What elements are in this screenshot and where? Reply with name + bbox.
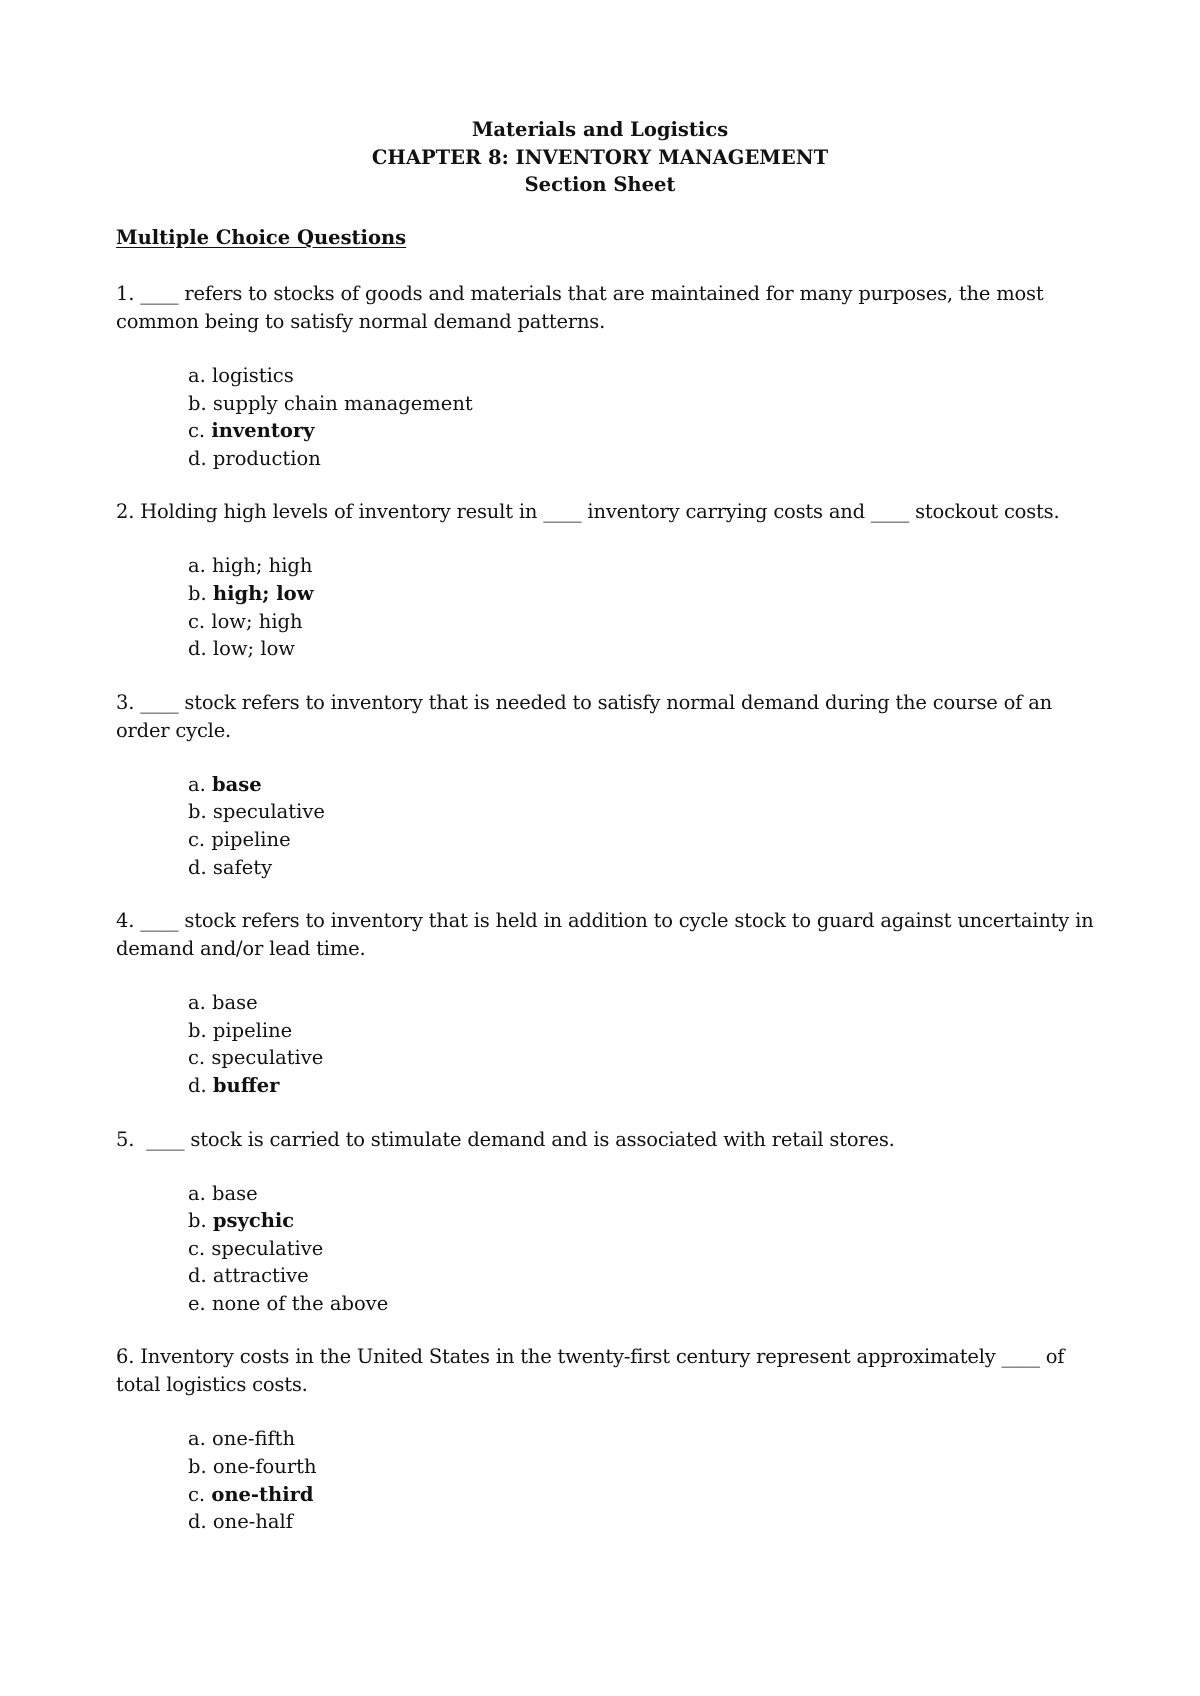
choice-letter: b. [188, 1209, 207, 1233]
choice-letter: e. [188, 1291, 206, 1315]
choice-item [188, 390, 1096, 418]
choice-letter: a. [188, 1427, 206, 1451]
choice-letter: b. [188, 1455, 207, 1479]
question-stem: 2. Holding high levels of inventory result in ____ inventory carrying costs and ____ stockout costs. [116, 500, 1060, 524]
choice-letter: d. [188, 446, 207, 470]
choice-list [188, 771, 1096, 881]
choice-item [188, 989, 1096, 1017]
choice-text: one-fourth [212, 1455, 317, 1479]
choice-list [188, 362, 1096, 472]
choice-text: one-half [212, 1510, 293, 1534]
choice-item [188, 1290, 1096, 1318]
choice-letter: c. [188, 609, 206, 633]
question-2 [116, 498, 1096, 662]
choice-text: pipeline [211, 827, 291, 851]
document-header [0, 116, 1200, 199]
choice-item [188, 854, 1096, 882]
choice-letter: b. [188, 581, 207, 605]
choice-item [188, 445, 1096, 473]
question-list [116, 280, 1096, 1562]
choice-letter: a. [188, 1181, 206, 1205]
choice-text: one-fifth [212, 1427, 296, 1451]
choice-text: pipeline [212, 1018, 293, 1042]
choice-letter: c. [188, 419, 206, 443]
choice-item [188, 1453, 1096, 1481]
question-stem: 5. ____ stock is carried to stimulate demand and is associated with retail stores. [116, 1127, 895, 1151]
choice-text: logistics [212, 364, 294, 387]
choice-text: base [212, 772, 262, 796]
choice-letter: a. [188, 364, 206, 387]
choice-letter: a. [188, 991, 206, 1015]
choice-letter: b. [188, 1018, 207, 1042]
choice-item [188, 771, 1096, 799]
choice-letter: d. [188, 1264, 207, 1288]
choice-item [188, 1207, 1096, 1235]
choice-list [188, 1425, 1096, 1535]
choice-letter: c. [188, 1046, 206, 1070]
choice-text: none of the above [211, 1291, 389, 1315]
choice-item [188, 1425, 1096, 1453]
choice-letter: d. [188, 1073, 207, 1097]
question-1 [116, 280, 1096, 472]
question-stem: 4. ____ stock refers to inventory that is held in addition to cycle stock to guard against uncertainty in demand and/or lead time. [116, 909, 1094, 961]
choice-text: low; high [211, 609, 303, 633]
choice-text: psychic [212, 1209, 295, 1233]
question-6 [116, 1343, 1096, 1535]
choice-item [188, 1508, 1096, 1536]
choice-list [188, 1180, 1096, 1318]
choice-item [188, 552, 1096, 580]
choice-text: speculative [211, 1046, 324, 1070]
choice-list [188, 989, 1096, 1099]
choice-text: base [212, 991, 258, 1015]
choice-text: attractive [212, 1264, 309, 1288]
question-stem: 3. ____ stock refers to inventory that is needed to satisfy normal demand during the course of an order cycle. [116, 690, 1052, 742]
choice-text: high; low [212, 581, 314, 605]
question-4 [116, 907, 1096, 1099]
question-3 [116, 689, 1096, 881]
choice-letter: a. [188, 554, 206, 578]
sheet-title: Section Sheet [524, 173, 676, 196]
choice-list [188, 552, 1096, 662]
choice-text: speculative [211, 1236, 324, 1260]
choice-letter: c. [188, 827, 206, 851]
choice-text: speculative [212, 800, 325, 824]
choice-letter: b. [188, 391, 207, 415]
choice-text: low; low [212, 637, 295, 661]
course-title: Materials and Logistics [471, 118, 729, 141]
question-stem: 1. ____ refers to stocks of goods and materials that are maintained for many purposes, the most common being to satisfy normal demand patterns. [116, 282, 1044, 333]
chapter-title: CHAPTER 8: INVENTORY MANAGEMENT [371, 145, 829, 169]
choice-text: production [212, 446, 321, 470]
question-stem: 6. Inventory costs in the United States in the twenty-first century represent approximately ____ of total logistics costs. [116, 1345, 1065, 1397]
choice-text: supply chain management [212, 391, 473, 415]
choice-text: safety [212, 855, 273, 879]
section-heading: Multiple Choice Questions [116, 226, 407, 249]
choice-text: inventory [211, 419, 315, 443]
choice-item [188, 798, 1096, 826]
choice-letter: a. [188, 772, 206, 796]
choice-letter: d. [188, 637, 207, 661]
choice-item [188, 826, 1096, 854]
choice-item [188, 1044, 1096, 1072]
choice-letter: c. [188, 1236, 206, 1260]
choice-item [188, 1180, 1096, 1208]
choice-item [188, 362, 1096, 390]
choice-letter: d. [188, 1510, 207, 1534]
choice-text: high; high [212, 554, 313, 578]
choice-text: base [212, 1181, 258, 1205]
choice-item [188, 417, 1096, 445]
choice-item [188, 1017, 1096, 1045]
choice-item [188, 1235, 1096, 1263]
question-5 [116, 1126, 1096, 1318]
choice-letter: c. [188, 1482, 206, 1506]
choice-item [188, 1481, 1096, 1509]
choice-text: buffer [212, 1073, 280, 1097]
choice-text: one-third [211, 1482, 314, 1506]
choice-item [188, 608, 1096, 636]
choice-item [188, 1262, 1096, 1290]
choice-item [188, 1072, 1096, 1100]
choice-letter: d. [188, 855, 207, 879]
choice-letter: b. [188, 800, 207, 824]
choice-item [188, 580, 1096, 608]
choice-item [188, 635, 1096, 663]
